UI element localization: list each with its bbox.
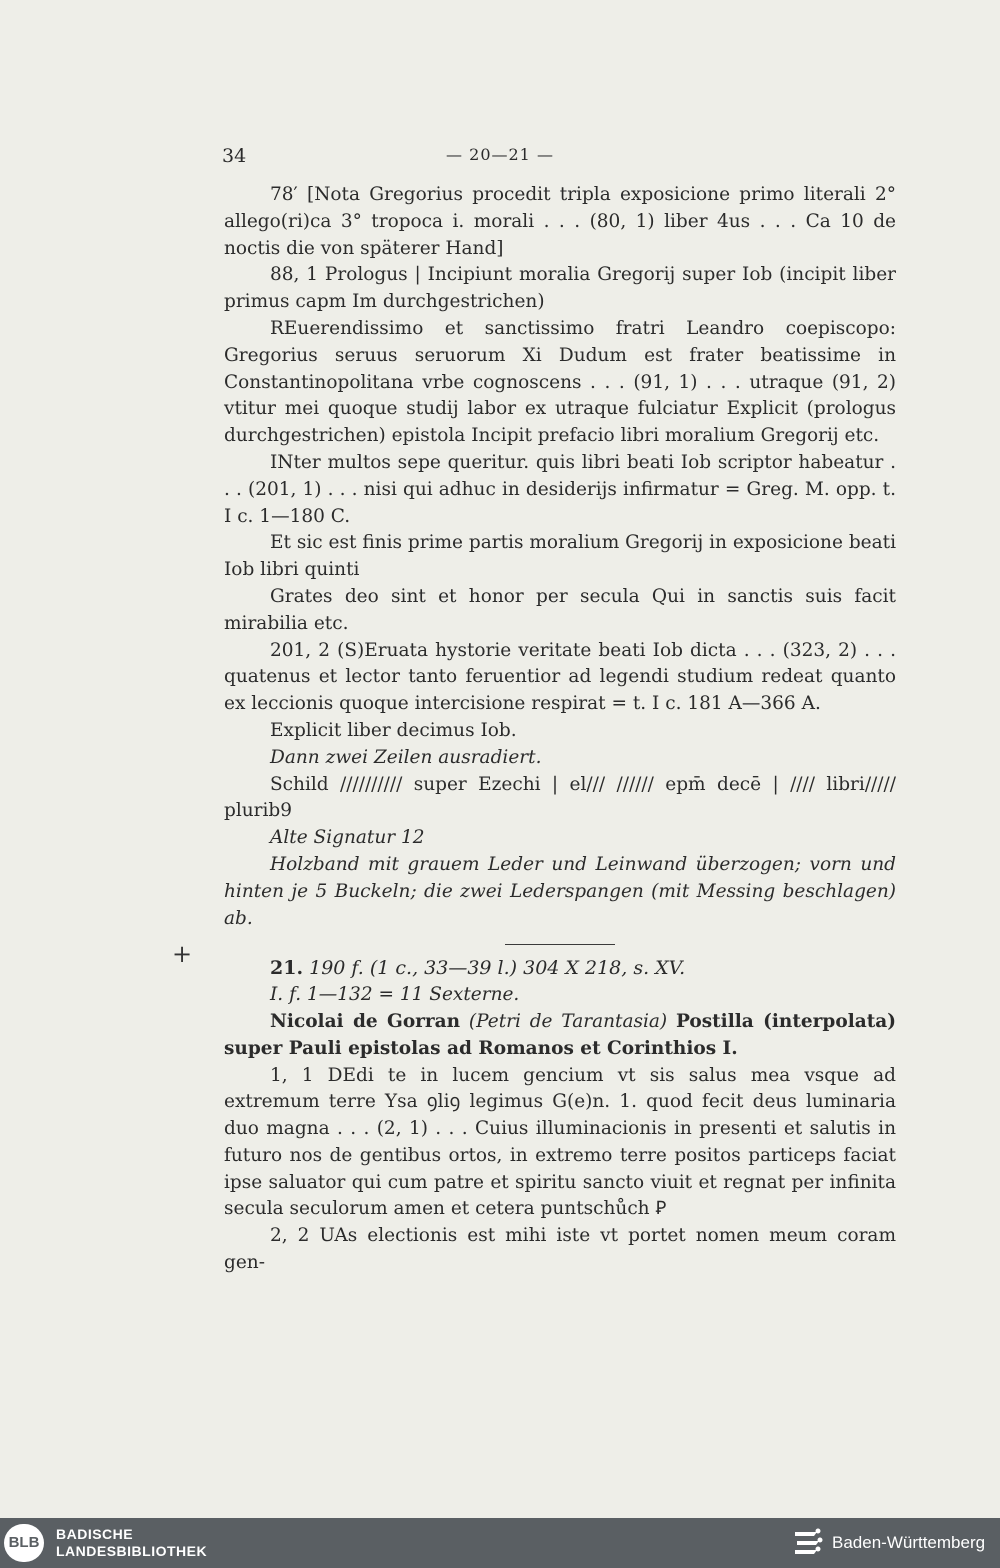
- library-name-line-1: BADISCHE: [56, 1526, 134, 1542]
- running-head: — 20—21 —: [446, 145, 554, 164]
- entry20-paragraph-2: 88, 1 Prologus | Incipiunt moralia Gregorij super Iob (incipit liber primus capm Im durchgestrichen): [224, 264, 896, 313]
- entry20-paragraph-1: 78′ [Nota Gregorius procedit tripla exposicione primo literali 2° allego(ri)ca 3° tropoca i. morali . . . (80, 1) liber 4us . . . Ca 10 de noctis die von späterer Hand]: [224, 184, 896, 259]
- entry20-paragraph-5: Et sic est finis prime partis moralium Gregorij in exposicione beati Iob libri quinti: [224, 532, 896, 581]
- entry20-paragraph-8: Explicit liber decimus Iob.: [270, 719, 517, 741]
- entry21-number: 21.: [270, 957, 304, 980]
- body-text: [224, 182, 896, 1277]
- entry20-paragraph-3: REuerendissimo et sanctissimo fratri Leandro coepiscopo: Gregorius seruus seruorum Xi Dudum est frater beatissime in Constantinopolitana vrbe cognoscens . . . (91, 1) . . . utraque (91, 2) vtitur mei quoque studij labor ex utraque fulciatur Explicit (prologus durchgestrichen) epistola Incipit prefacio libri moralium Gregorij etc.: [224, 317, 896, 447]
- entry21-title-block: [224, 1009, 896, 1063]
- entry21-description: 190 f. (1 c., 33—39 l.) 304 X 218, s. XV.: [309, 957, 686, 980]
- entry21-heading: [224, 955, 896, 982]
- entry20-paragraph-7: 201, 2 (S)Eruata hystorie veritate beati Iob dicta . . . (323, 2) . . . quatenus et lector tanto feruentior ad legendi studium redeat quanto ex leccionis quoque intercisione respirat = t. I c. 181 A—366 A.: [224, 639, 896, 715]
- section-divider: [505, 944, 615, 945]
- blb-logo[interactable]: BLB: [4, 1524, 44, 1562]
- entry21-quires: I. f. 1—132 = 11 Sexterne.: [270, 984, 520, 1006]
- entry21-paragraph-1: 1, 1 DEdi te in lucem gencium vt sis salus mea vsque ad extremum terre Ysa ꝯliꝯ legimus G(e)n. 1. quod fecit deus luminaria duo magna . . . (2, 1) . . . Cuius illuminacionis in presenti et salutis in futuro nos de gentibus ortos, in extremo terre positos particeps faciat ipse saluator qui cum patre et spiritu sancto viuit et regnat per infinita secula seculorum amen et cetera puntschůch Ꝑ: [224, 1064, 896, 1220]
- entry20-paragraph-10: Schild ////////// super Ezechi | el/// ////// epm̄ decē | //// libri///// plurib9: [224, 773, 896, 822]
- entry20-paragraph-9: Dann zwei Zeilen ausradiert.: [270, 746, 542, 768]
- entry21-paragraph-2: 2, 2 UAs electionis est mihi iste vt portet nomen meum coram gen-: [224, 1225, 896, 1274]
- library-name[interactable]: [56, 1526, 207, 1560]
- entry20-paragraph-12: Holzband mit grauem Leder und Leinwand überzogen; vorn und hinten je 5 Buckeln; die zwei Lederspangen (mit Messing beschlagen) ab.: [224, 853, 896, 929]
- margin-plus-mark: +: [172, 940, 193, 968]
- footer-bar: [0, 1518, 1000, 1568]
- entry20-paragraph-11: Alte Signatur 12: [270, 827, 425, 849]
- entry21-author: Nicolai de Gorran: [270, 1010, 461, 1032]
- entry21-title: Postilla (interpolata) super Pauli epistolas ad Romanos et Corinthios I.: [224, 1010, 896, 1059]
- library-name-line-2: LANDESBIBLIOTHEK: [56, 1543, 208, 1559]
- lions-emblem-icon: [792, 1526, 824, 1560]
- entry20-paragraph-6: Grates deo sint et honor per secula Qui in sanctis suis facit mirabilia etc.: [224, 585, 896, 634]
- entry20-paragraph-4: INter multos sepe queritur. quis libri beati Iob scriptor habeatur . . . (201, 1) . . . nisi qui adhuc in desiderijs infirmatur = Greg. M. opp. t. I c. 1—180 C.: [224, 451, 896, 527]
- state-name[interactable]: Baden-Württemberg: [832, 1533, 986, 1552]
- entry21-author-alt: (Petri de Tarantasia): [468, 1010, 668, 1032]
- page-number: 34: [222, 145, 247, 167]
